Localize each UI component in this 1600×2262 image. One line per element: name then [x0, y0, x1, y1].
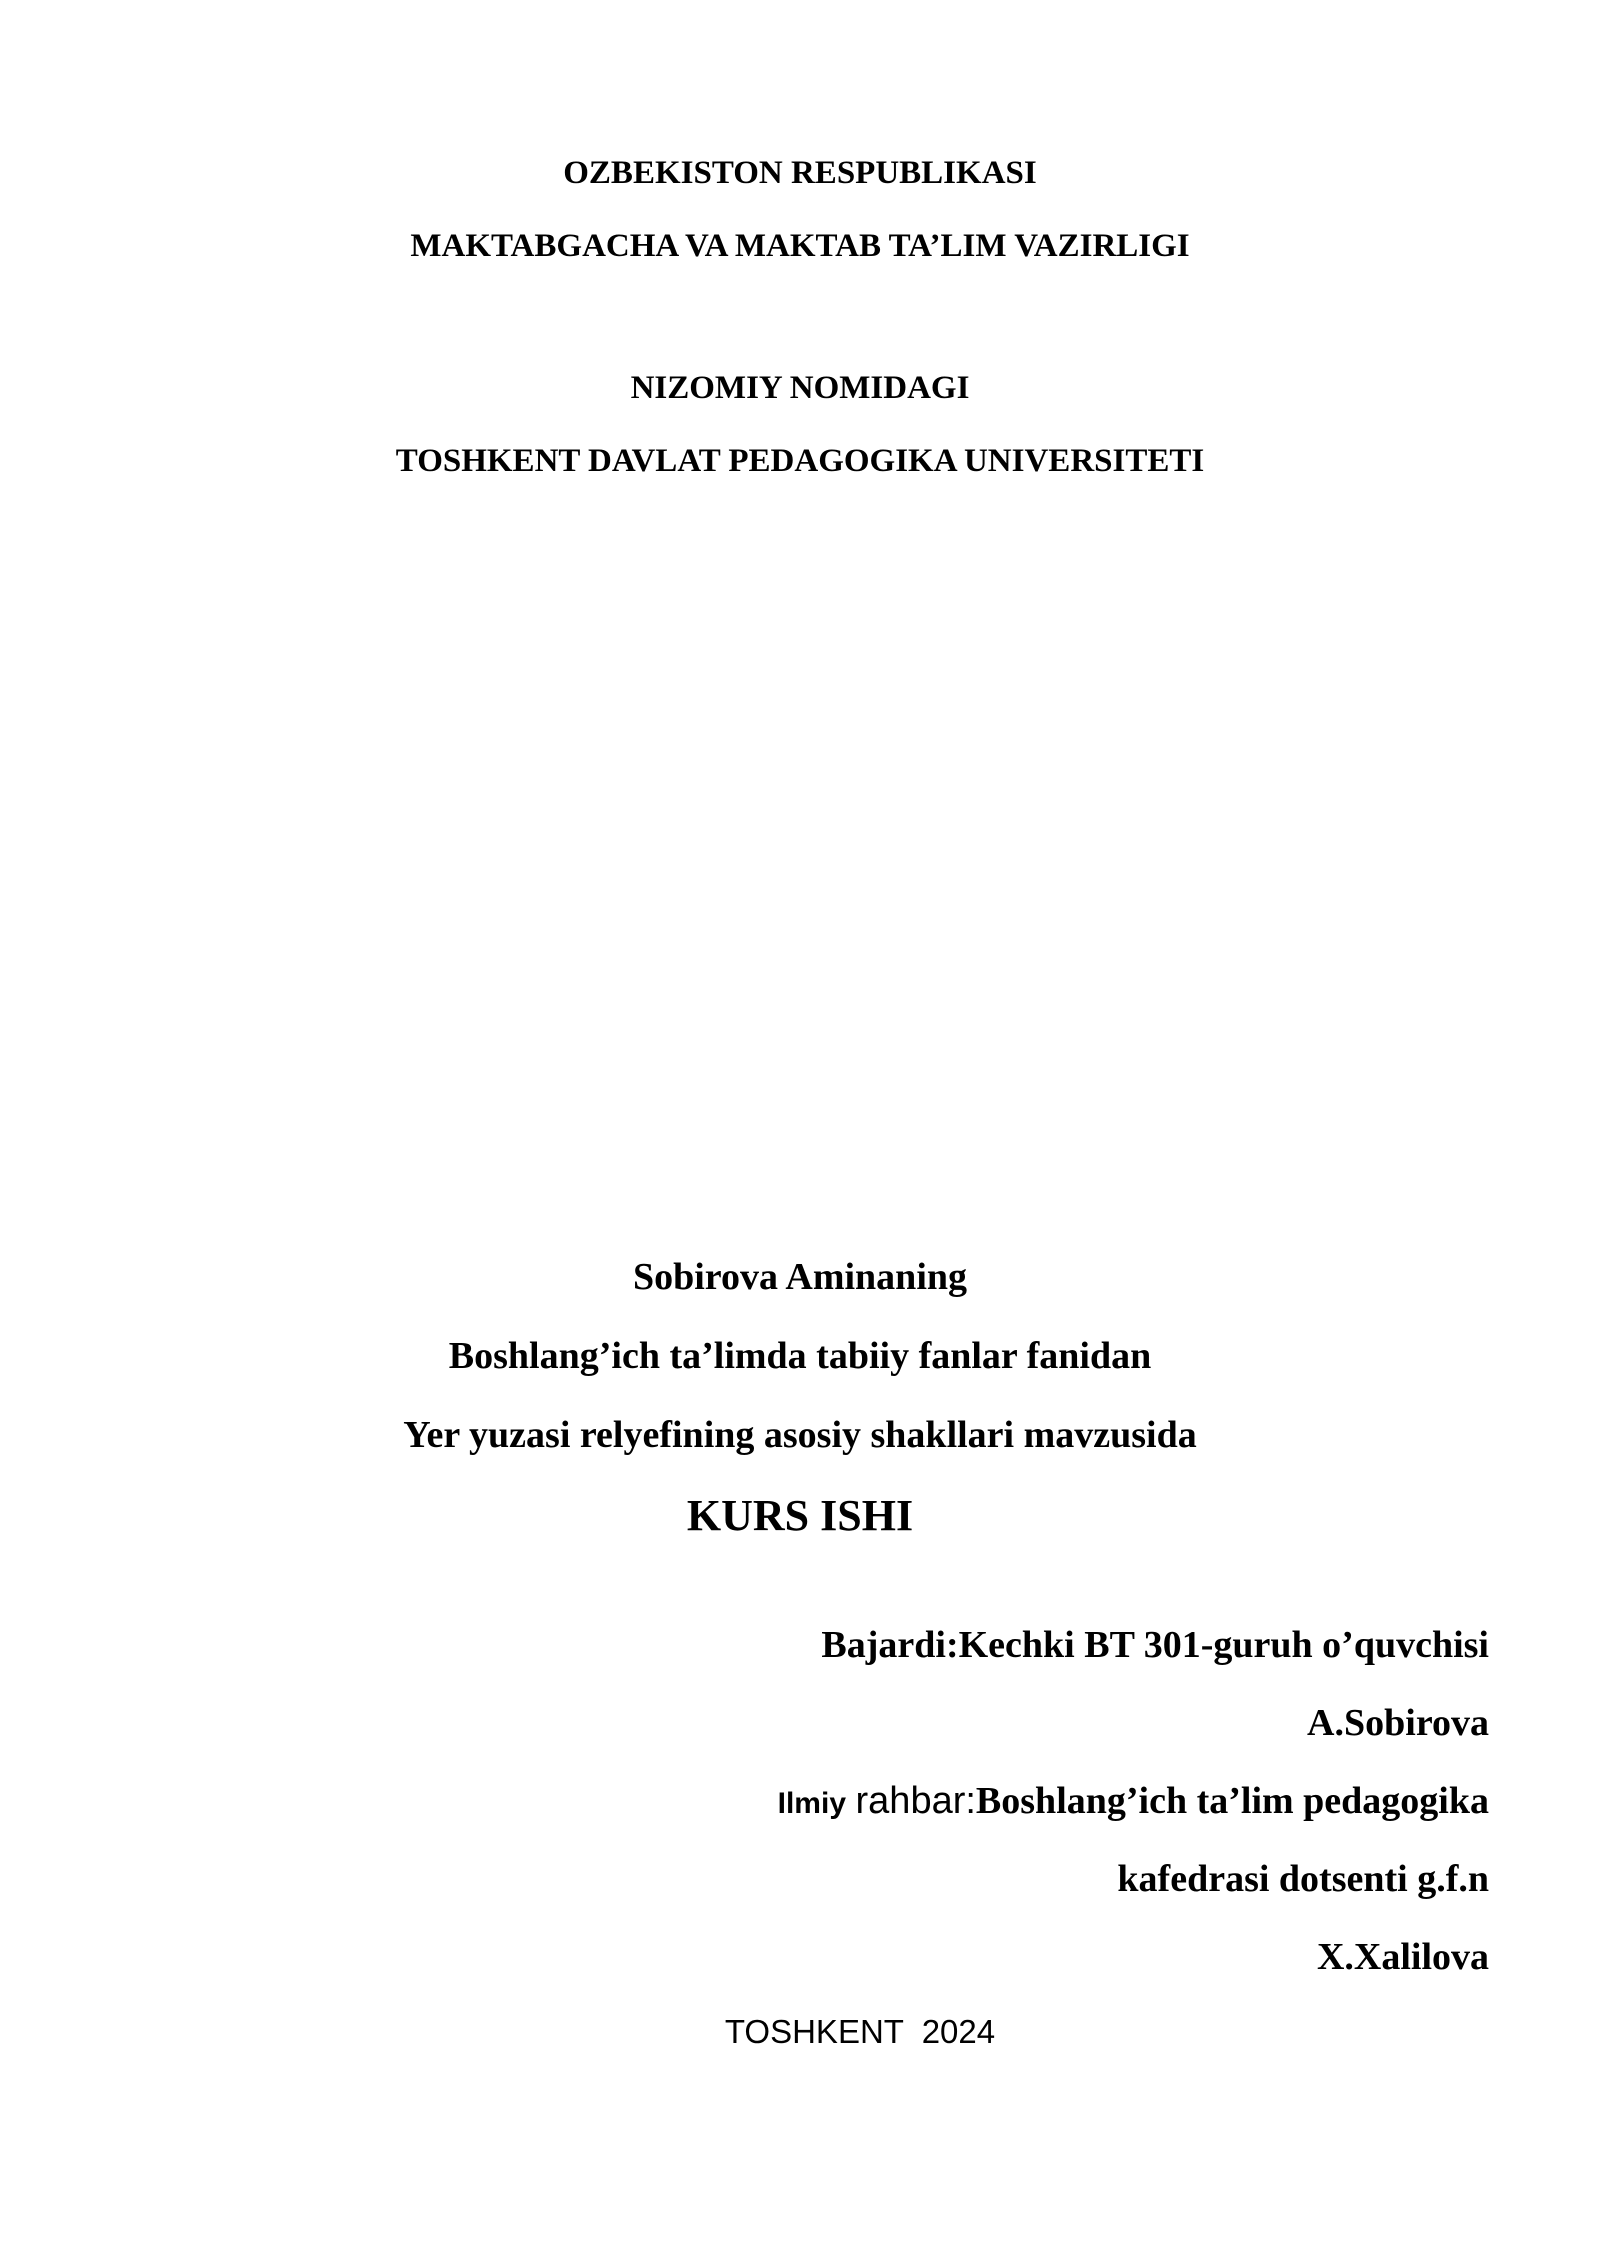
info-performed-by: Bajardi:Kechki BT 301-guruh o’quvchisi	[821, 1624, 1489, 1666]
info-supervisor-word: rahbar:	[855, 1780, 976, 1822]
header-named-after: NIZOMIY NOMIDAGI	[630, 370, 970, 406]
title-subject: Boshlang’ich ta’limda tabiiy fanlar fanidan	[448, 1335, 1152, 1377]
header-university: TOSHKENT DAVLAT PEDAGOGIKA UNIVERSITETI	[395, 443, 1205, 479]
header-ministry: MAKTABGACHA VA MAKTAB TA’LIM VAZIRLIGI	[410, 228, 1190, 264]
footer-year: 2024	[921, 2013, 996, 2050]
title-author: Sobirova Aminaning	[632, 1256, 968, 1298]
info-supervisor-line	[0, 1779, 1489, 1823]
info-supervisor-dept: kafedrasi dotsenti g.f.n	[1117, 1858, 1489, 1900]
info-supervisor-rest: Boshlang’ich ta’lim pedagogika	[975, 1780, 1489, 1822]
title-work-type: KURS ISHI	[686, 1491, 914, 1540]
footer-city: TOSHKENT	[724, 2013, 904, 2050]
info-supervisor-name: X.Xalilova	[1316, 1936, 1489, 1978]
info-student-name: A.Sobirova	[1307, 1702, 1489, 1744]
info-supervisor-prefix: Ilmiy	[777, 1787, 847, 1820]
title-topic: Yer yuzasi relyefining asosiy shakllari mavzusida	[403, 1414, 1197, 1456]
footer-city-year	[0, 2013, 1600, 2051]
header-country: OZBEKISTON RESPUBLIKASI	[563, 155, 1037, 191]
